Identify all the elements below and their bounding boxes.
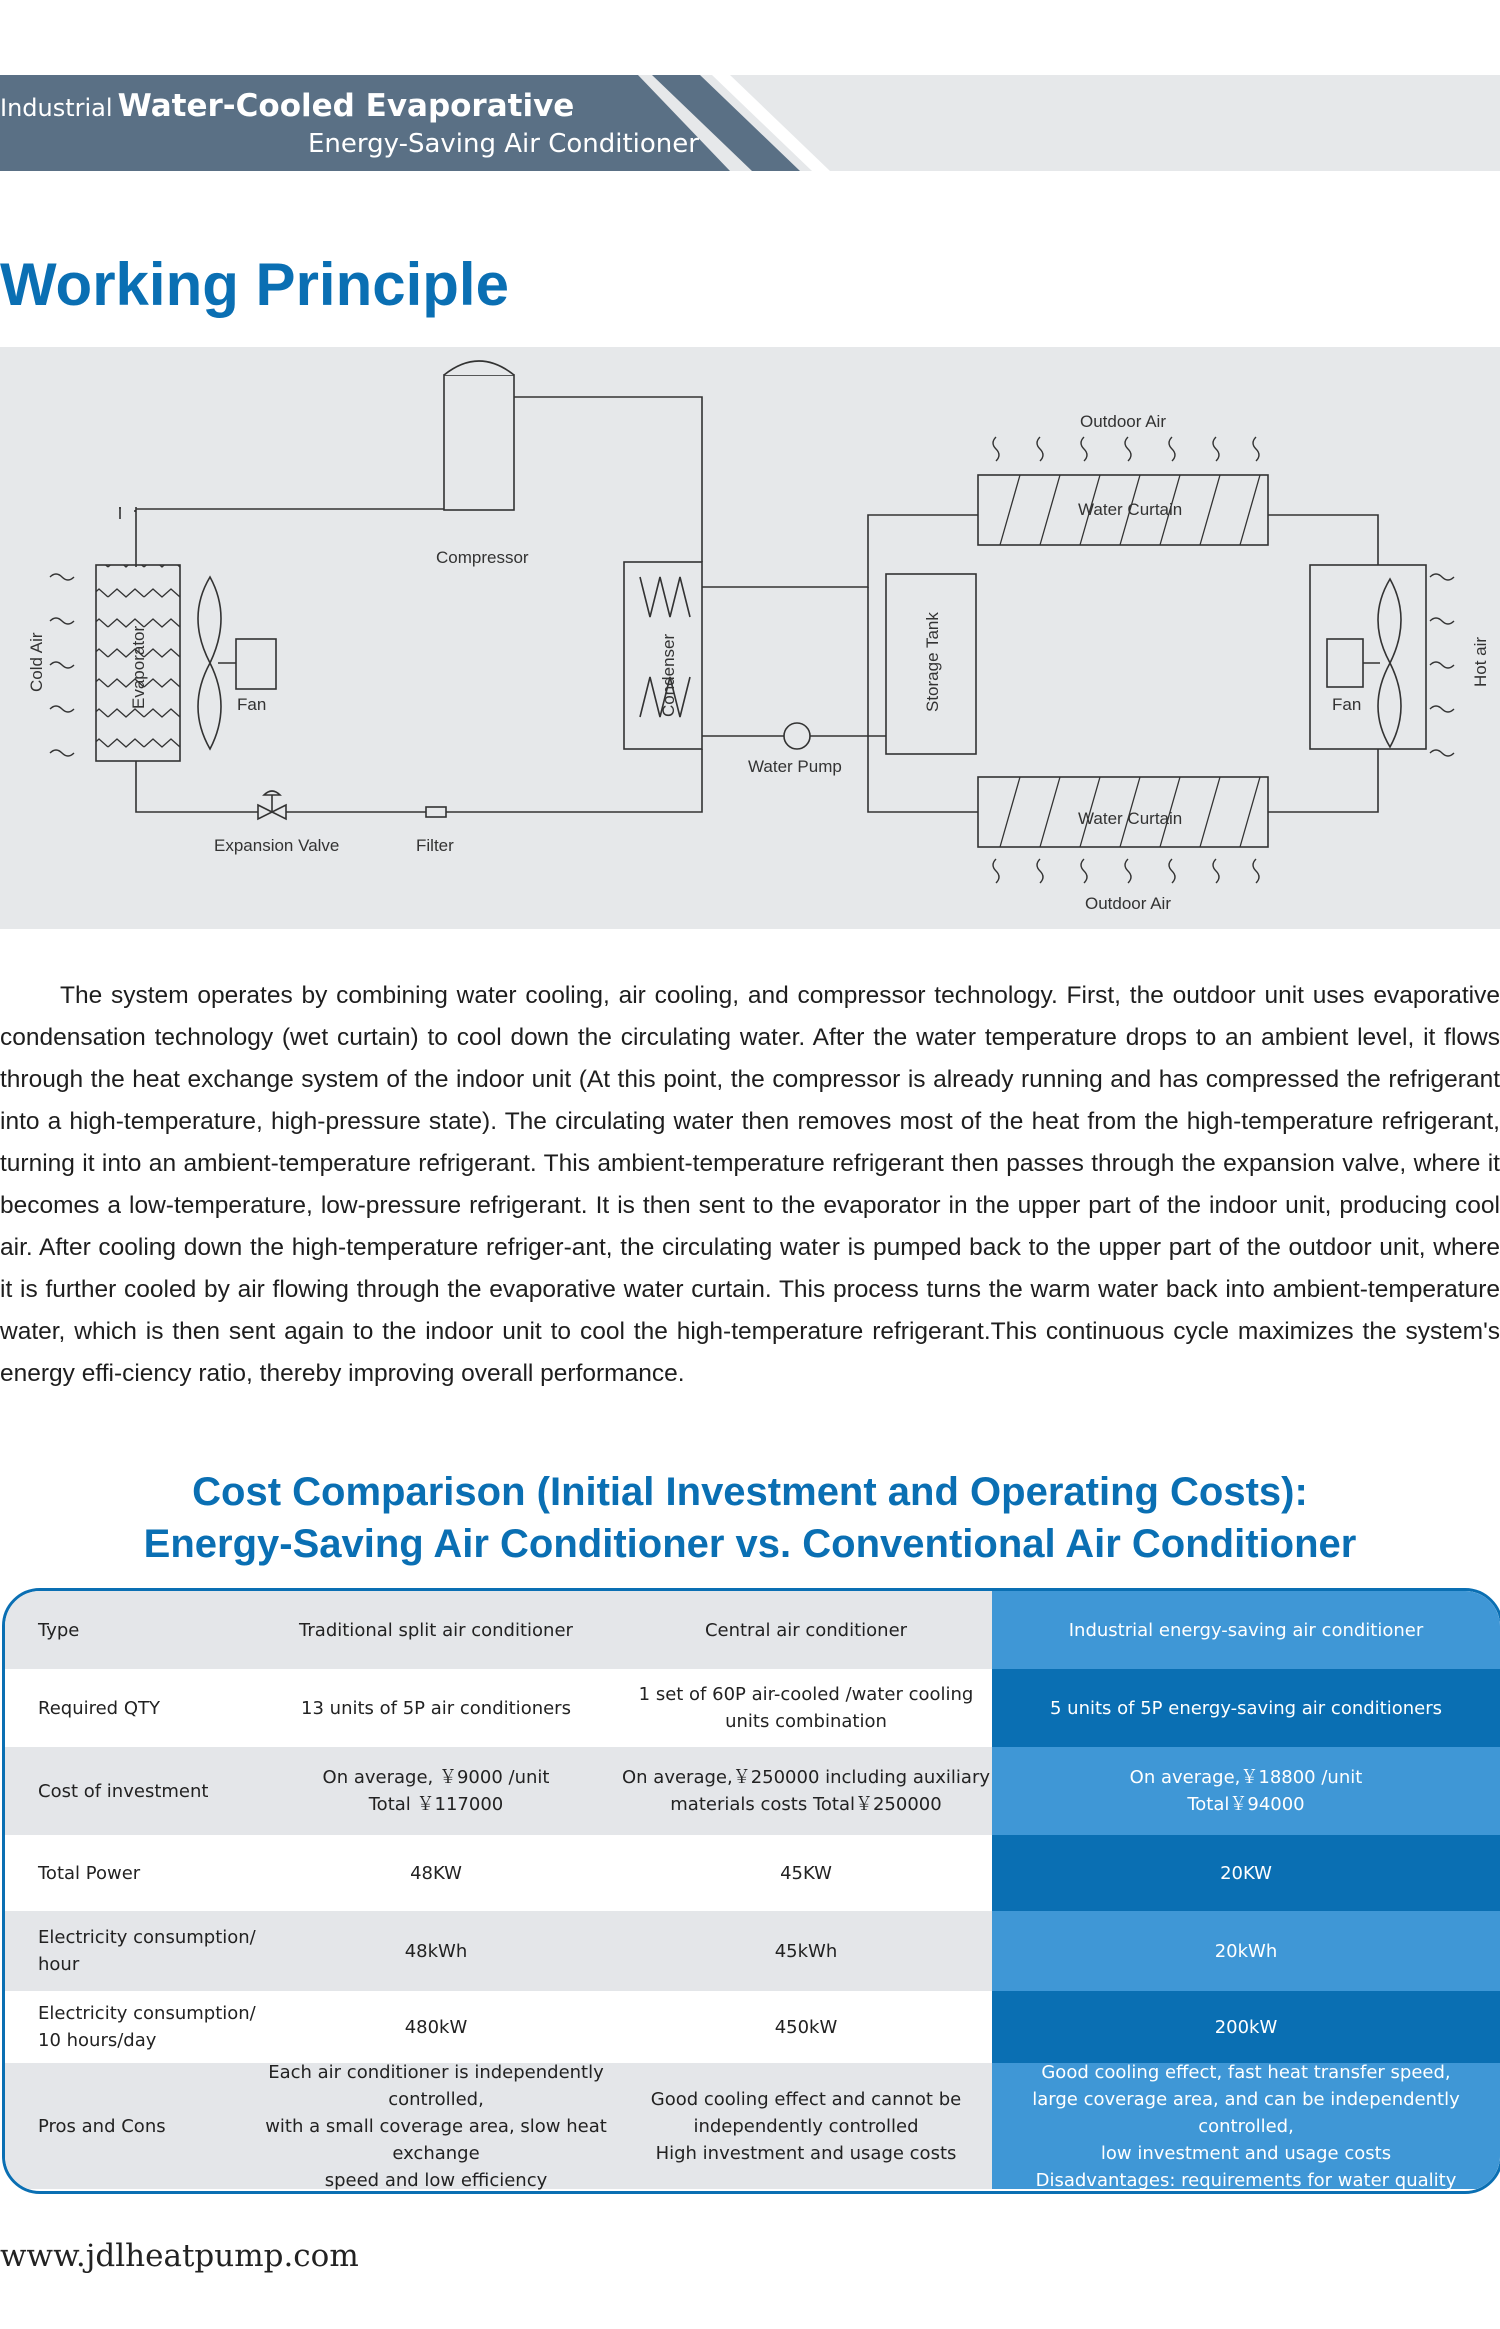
table-row xyxy=(5,1747,1500,1835)
table-row xyxy=(5,1835,1500,1911)
water-pump-body xyxy=(784,723,810,749)
energy-saving-cell: 20kWh xyxy=(992,1911,1500,1991)
label-outdoor-air-bottom: Outdoor Air xyxy=(1085,894,1171,913)
row-label-cell: Electricity consumption/ hour xyxy=(38,1927,256,1975)
label-cold-air: Cold Air xyxy=(27,632,46,692)
energy-saving-cell: 20KW xyxy=(992,1835,1500,1911)
traditional-split-cell: 13 units of 5P air conditioners xyxy=(301,1697,571,1719)
footer-url: www.jdlheatpump.com xyxy=(0,2238,359,2274)
label-filter: Filter xyxy=(416,836,454,855)
row-label-cell: Electricity consumption/ 10 hours/day xyxy=(38,2003,256,2051)
table-row xyxy=(5,2063,1500,2189)
row-label-cell: Required QTY xyxy=(38,1697,160,1719)
label-compressor: Compressor xyxy=(436,548,529,567)
cost-comparison-table xyxy=(2,1588,1500,2194)
header-subtitle: Energy-Saving Air Conditioner xyxy=(308,129,699,159)
energy-saving-cell: On average,￥18800 /unit Total￥94000 xyxy=(992,1747,1500,1835)
fan-left-motor xyxy=(236,639,276,689)
table-header-cell: Type xyxy=(38,1619,80,1641)
label-water-curtain-top: Water Curtain xyxy=(1078,500,1183,519)
cost-title-line1: Cost Comparison (Initial Investment and Operating Costs): xyxy=(192,1470,1308,1514)
energy-saving-cell: 5 units of 5P energy-saving air conditioners xyxy=(992,1669,1500,1747)
diagram-svg xyxy=(0,347,1500,929)
label-fan-left: Fan xyxy=(237,695,267,714)
table-row xyxy=(5,1669,1500,1747)
traditional-split-cell: On average, ￥9000 /unit Total ￥117000 xyxy=(322,1767,550,1815)
cost-comparison-title xyxy=(0,1466,1500,1570)
table-header-cell: Central air conditioner xyxy=(704,1619,908,1641)
central-ac-cell: Good cooling effect and cannot be independently controlled High investment and usage costs xyxy=(650,2088,962,2164)
table-header-row xyxy=(5,1591,1500,1669)
label-condenser: Condenser xyxy=(659,633,678,717)
compressor-body xyxy=(444,375,514,510)
label-water-pump: Water Pump xyxy=(748,757,842,776)
section-title: Working Principle xyxy=(0,251,509,318)
working-principle-diagram xyxy=(0,347,1500,929)
label-water-curtain-bottom: Water Curtain xyxy=(1078,809,1183,828)
cost-title-line2: Energy-Saving Air Conditioner vs. Conventional Air Conditioner xyxy=(143,1522,1357,1566)
traditional-split-cell: 48kWh xyxy=(404,1940,468,1962)
table-row xyxy=(5,1991,1500,2063)
label-evaporator: Evaporator xyxy=(129,625,148,709)
header-prefix: Industrial xyxy=(0,94,113,122)
table-header-cell: Industrial energy-saving air conditioner xyxy=(992,1591,1500,1669)
central-ac-cell: 1 set of 60P air-cooled /water cooling units combination xyxy=(638,1684,974,1732)
row-label-cell: Pros and Cons xyxy=(38,2115,166,2137)
description-paragraph: The system operates by combining water cooling, air cooling, and compressor technology. First, the outdoor unit uses evaporative condensation technology (wet curtain) to cool down the circulating water. After the water temperature drops to an ambient level, it flows through the heat exchange system of the indoor unit (At this point, the compressor is already running and has compressed the refrigerant into a high-temperature, high-pressure state). The circulating water then removes most of the heat from the high-temperature refrigerant, turning it into an ambient-temperature refrigerant. This ambient-temperature refrigerant then passes through the expansion valve, where it becomes a low-temperature, low-pressure refrigerant. It is then sent to the evaporator in the upper part of the indoor unit, producing cool air. After cooling down the high-temperature refriger-ant, the circulating water is pumped back to the upper part of the outdoor unit, where it is further cooled by air flowing through the evaporative water curtain. This process turns the warm water back into ambient-temperature water, which is then sent again to the indoor unit to cool the high-temperature refrigerant.This continuous cycle maximizes the system's energy effi-ciency ratio, thereby improving overall performance. xyxy=(0,982,1500,1387)
traditional-split-cell: 480kW xyxy=(404,2016,468,2038)
header-title: Water-Cooled Evaporative xyxy=(117,88,575,124)
label-hot-air: Hot air xyxy=(1471,636,1490,687)
traditional-split-cell: Each air conditioner is independently controlled, with a small coverage area, slow heat exchange speed and low efficiency xyxy=(265,2061,607,2191)
label-outdoor-air-top: Outdoor Air xyxy=(1080,412,1166,431)
central-ac-cell: 45kWh xyxy=(774,1940,838,1962)
energy-saving-cell: 200kW xyxy=(992,1991,1500,2063)
row-label-cell: Cost of investment xyxy=(38,1780,209,1802)
label-storage-tank: Storage Tank xyxy=(923,612,942,712)
filter-body xyxy=(426,807,446,817)
label-expansion-valve: Expansion Valve xyxy=(214,836,340,855)
row-label-cell: Total Power xyxy=(38,1862,141,1884)
central-ac-cell: 45KW xyxy=(780,1862,832,1884)
central-ac-cell: 450kW xyxy=(774,2016,838,2038)
header-title-line xyxy=(0,88,574,124)
traditional-split-cell: 48KW xyxy=(410,1862,462,1884)
table-row xyxy=(5,1911,1500,1991)
table-header-cell: Traditional split air conditioner xyxy=(299,1619,573,1641)
central-ac-cell: On average,￥250000 including auxiliary materials costs Total￥250000 xyxy=(621,1767,990,1815)
fan-right-motor xyxy=(1327,639,1363,687)
label-fan-right: Fan xyxy=(1332,695,1362,714)
energy-saving-cell: Good cooling effect, fast heat transfer speed, large coverage area, and can be independently controlled, low investment and usage costs Disadvantages: requirements for water quality xyxy=(992,2063,1500,2189)
